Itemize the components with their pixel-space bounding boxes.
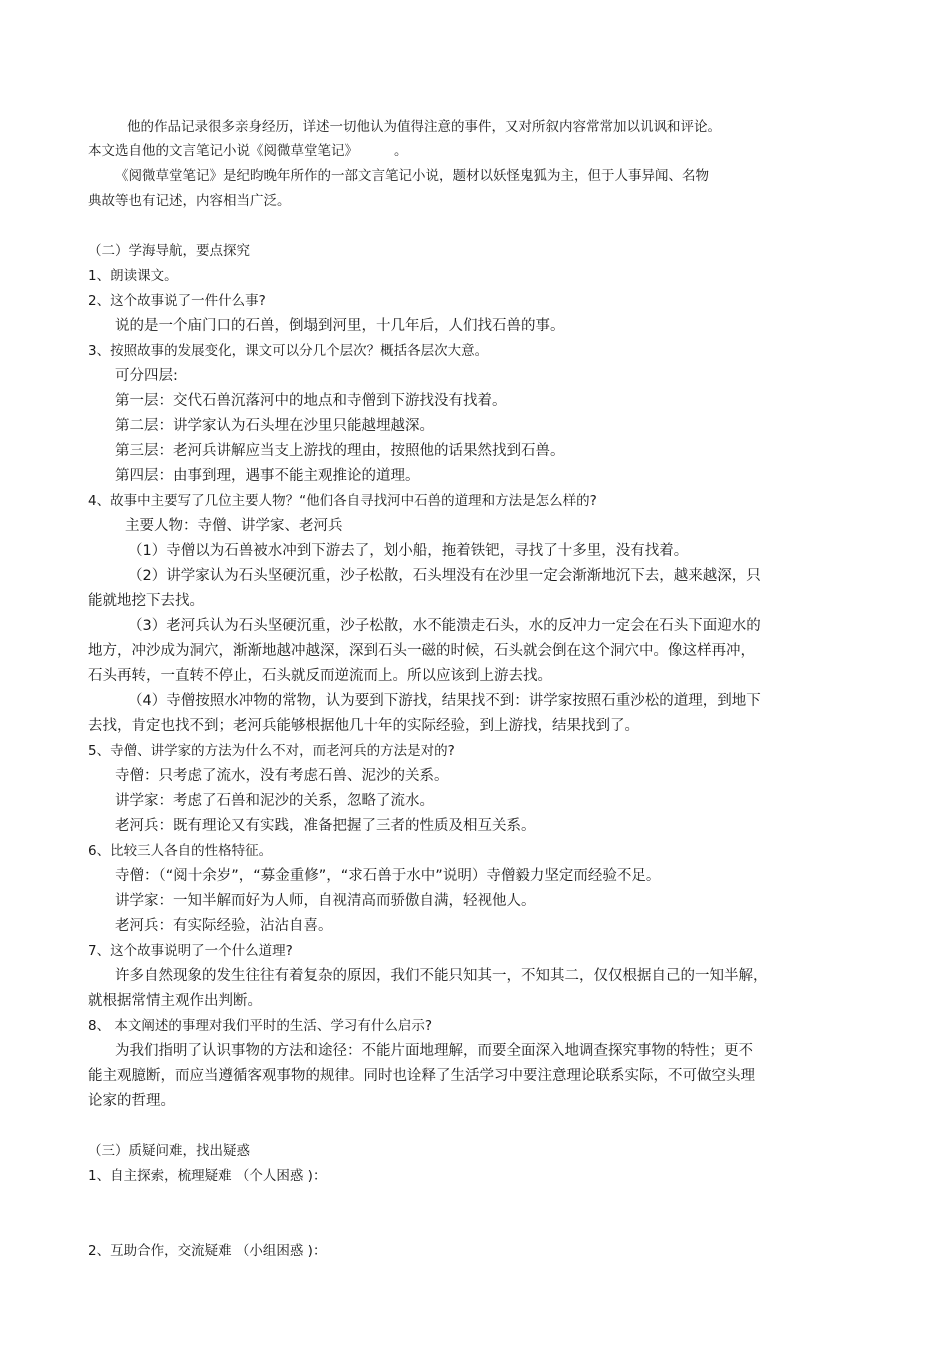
answer-3-layer-2: 第二层：讲学家认为石头埋在沙里只能越埋越深。: [115, 418, 434, 434]
answer-3-layer-3: 第三层：老河兵讲解应当支上游找的理由，按照他的话果然找到石兽。: [115, 443, 565, 459]
answer-7-line-1: 许多自然现象的发生往往有着复杂的原因，我们不能只知其一，不知其二，仅仅根据自己的一知半解，: [115, 968, 768, 984]
answer-6-scholar: 讲学家：一知半解而好为人师，自视清高而骄傲自满，轻视他人。: [115, 893, 536, 909]
answer-4-item-4b: 去找，肯定也找不到；老河兵能够根据他几十年的实际经验，到上游找，结果找到了。: [88, 718, 639, 734]
question-4: 4、故事中主要写了几位主要人物？“他们各自寻找河中石兽的道理和方法是怎么样的?: [88, 493, 597, 509]
question-8: 8、 本文阐述的事理对我们平时的生活、学习有什么启示?: [88, 1018, 433, 1034]
answer-4-item-3a: （3）老河兵认为石头坚硬沉重，沙子松散，水不能溃走石头，水的反冲力一定会在石头下面迎水的: [128, 618, 761, 634]
answer-6-monk: 寺僧：（“阅十余岁”，“募金重修”，“求石兽于水中”说明）寺僧毅力坚定而经验不足。: [115, 868, 661, 884]
answer-5-monk: 寺僧：只考虑了流水，没有考虑石兽、泥沙的关系。: [115, 768, 449, 784]
section3-question-2: 2、互助合作，交流疑难 （小组困惑 )：: [88, 1243, 327, 1259]
intro-line-1: 他的作品记录很多亲身经历，详述一切他认为值得注意的事件，又对所叙内容常常加以讥讽和评论。: [127, 119, 721, 135]
question-1: 1、朗读课文。: [88, 268, 178, 284]
answer-3-layer-1: 第一层：交代石兽沉落河中的地点和寺僧到下游找没有找着。: [115, 393, 507, 409]
answer-7-line-2: 就根据常情主观作出判断。: [88, 993, 262, 1009]
intro-line-4: 典故等也有记述，内容相当广泛。: [88, 193, 291, 209]
intro-line-3: 《阅微草堂笔记》是纪昀晚年所作的一部文言笔记小说，题材以妖怪鬼狐为主，但于人事异闻、名物: [115, 168, 709, 184]
answer-5-soldier: 老河兵：既有理论又有实践，准备把握了三者的性质及相互关系。: [115, 818, 536, 834]
intro-line-2-text: 本文选自他的文言笔记小说《阅微草堂笔记》: [88, 143, 358, 159]
answer-4-item-3c: 石头再转，一直转不停止，石头就反而逆流而上。所以应该到上游去找。: [88, 668, 552, 684]
answer-5-scholar: 讲学家：考虑了石兽和泥沙的关系，忽略了流水。: [115, 793, 434, 809]
answer-3-intro: 可分四层:: [115, 368, 178, 384]
answer-8-line-2: 能主观臆断，而应当遵循客观事物的规律。同时也诠释了生活学习中要注意理论联系实际，不可做空头理: [88, 1068, 755, 1084]
answer-4-item-2a: （2）讲学家认为石头坚硬沉重，沙子松散，石头埋没有在沙里一定会渐渐地沉下去，越来越深，只: [128, 568, 761, 584]
question-5: 5、寺僧、讲学家的方法为什么不对，而老河兵的方法是对的?: [88, 743, 455, 759]
answer-6-soldier: 老河兵：有实际经验，沾沾自喜。: [115, 918, 333, 934]
answer-8-line-1: 为我们指明了认识事物的方法和途径：不能片面地理解，而要全面深入地调查探究事物的特性；更不: [115, 1043, 753, 1059]
answer-4-item-2b: 能就地挖下去找。: [88, 593, 204, 609]
section3-question-1: 1、自主探索，梳理疑难 （个人困惑 )：: [88, 1168, 327, 1184]
section2-heading: （二）学海导航，要点探究: [88, 243, 250, 259]
answer-4-item-3b: 地方，冲沙成为洞穴，渐渐地越冲越深，深到石头一磁的时候，石头就会倒在这个洞穴中。像这样再冲，: [88, 643, 755, 659]
question-3: 3、按照故事的发展变化，课文可以分几个层次？概括各层次大意。: [88, 343, 489, 359]
answer-4-item-1: （1）寺僧以为石兽被水冲到下游去了，划小船，拖着铁钯，寻找了十多里，没有找着。: [128, 543, 689, 559]
answer-3-layer-4: 第四层：由事到理，遇事不能主观推论的道理。: [115, 468, 420, 484]
answer-8-line-3: 论家的哲理。: [88, 1093, 175, 1109]
question-2: 2、这个故事说了一件什么事?: [88, 293, 266, 309]
question-6: 6、比较三人各自的性格特征。: [88, 843, 273, 859]
answer-4-characters: 主要人物：寺僧、讲学家、老河兵: [125, 518, 343, 534]
question-7: 7、这个故事说明了一个什么道理?: [88, 943, 293, 959]
intro-line-2-end: 。: [394, 143, 408, 159]
answer-2: 说的是一个庙门口的石兽，倒塌到河里，十几年后，人们找石兽的事。: [115, 318, 565, 334]
answer-4-item-4a: （4）寺僧按照水冲物的常物，认为要到下游找，结果找不到：讲学家按照石重沙松的道理，到地下: [128, 693, 761, 709]
section3-heading: （三）质疑问难，找出疑惑: [88, 1143, 250, 1159]
intro-line-2: [88, 145, 408, 159]
